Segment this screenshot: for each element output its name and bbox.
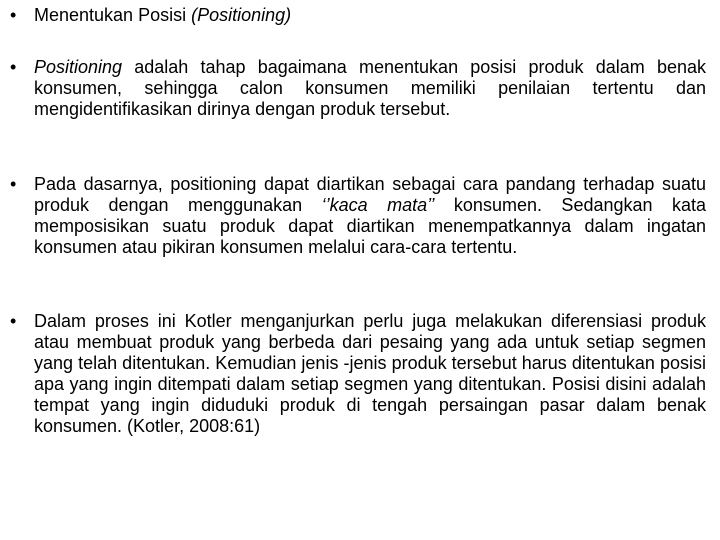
paragraph-definition: [34, 57, 706, 120]
paragraph-text: adalah tahap bagaimana menentukan posisi produk dalam benak konsumen, sehingga calon konsumen memiliki penilaian tertentu dan mengidentifikasikan dirinya dengan produk tersebut.: [34, 57, 706, 119]
heading-italic-term: (Positioning): [191, 5, 292, 25]
heading-text: Menentukan Posisi: [34, 5, 192, 25]
paragraph-perspective: [34, 174, 706, 258]
heading-positioning: [34, 5, 706, 26]
bullet-marker: •: [10, 5, 17, 25]
paragraph-kotler: [34, 311, 706, 437]
bullet-marker: •: [10, 311, 17, 331]
bullet-marker: •: [10, 57, 17, 77]
bullet-marker: •: [10, 174, 17, 194]
italic-quote: ‘’kaca mata’’: [321, 195, 435, 215]
paragraph-text: konsumen. Sedangkan kata memposisikan suatu produk dapat diartikan menempatkannya dalam ingatan konsumen atau pikiran konsumen melalui cara-cara tertentu.: [34, 195, 707, 257]
paragraph-text: Dalam proses ini Kotler menganjurkan perlu juga melakukan diferensiasi produk atau membuat produk yang berbeda dari pesaing yang ada untuk setiap segmen yang telah ditentukan. Kemudian jenis -jenis produk tersebut harus ditentukan posisi apa yang ingin ditempati dalam setiap segmen yang ditentukan. Posisi disini adalah tempat yang ingin diduduki produk di tengah persaingan pasar dalam benak konsumen. (Kotler, 2008:61): [34, 311, 706, 436]
italic-term: Positioning: [34, 57, 123, 77]
paragraph-text: Pada dasarnya, positioning dapat diartikan sebagai cara pandang terhadap suatu produk dengan menggunakan: [34, 174, 706, 215]
